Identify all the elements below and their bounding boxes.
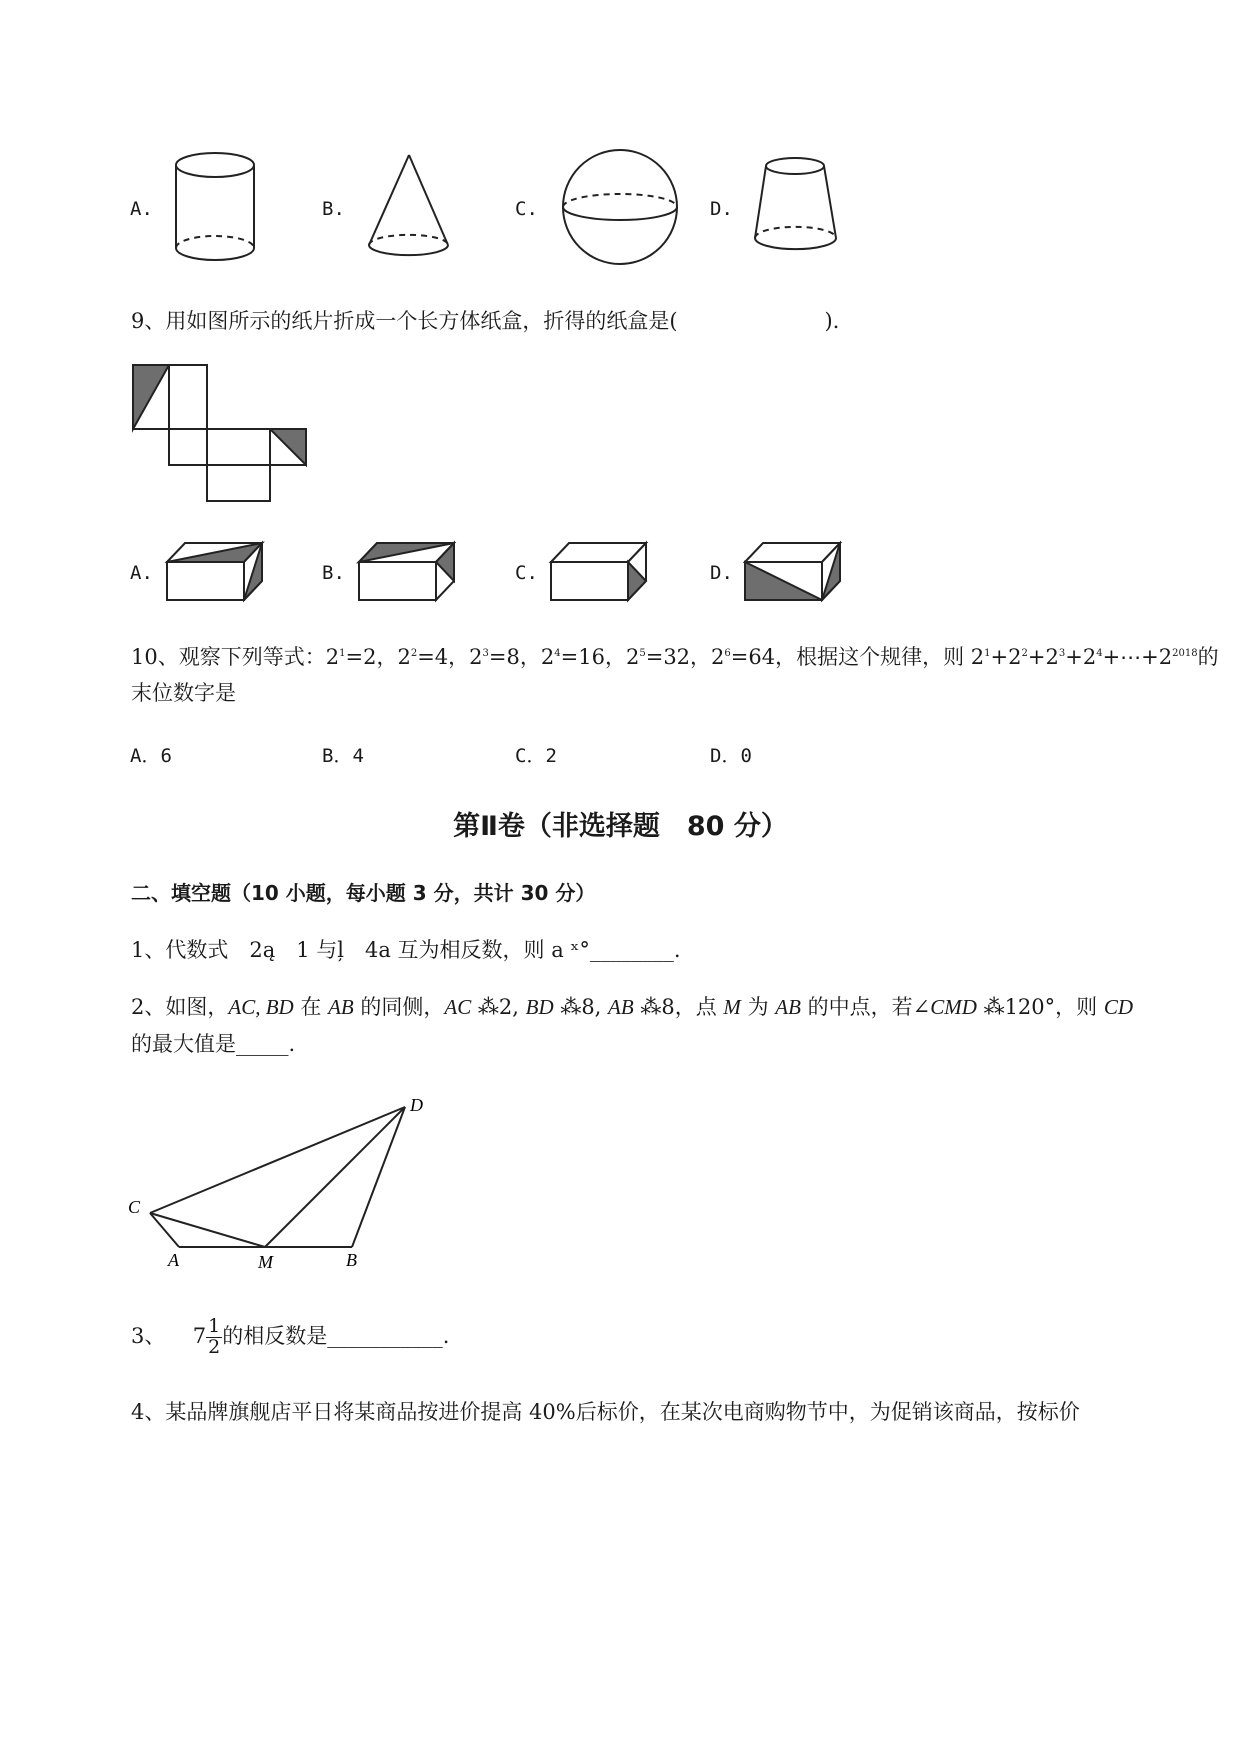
- q9-box-a-figure: [162, 538, 272, 608]
- q10-question-line1: 10、观察下列等式：$2^1=2$，$2^2=4$，$2^3=8$，$2^4=16$，$2^5=32$，$2^6=64$，根据这个规律，则 $2^1+2^2+2^3+2^4+\cdots+2^{2018}$的: [131, 645, 1219, 669]
- q9-question: 9、用如图所示的纸片折成一个长方体纸盒，折得的纸盒是( )．: [131, 309, 854, 333]
- q10-option-a: A．6: [130, 745, 172, 767]
- q10-option-d: D．0: [710, 745, 752, 767]
- frustum-figure: [748, 150, 848, 260]
- q9-box-c-figure: [546, 538, 656, 608]
- q8-option-a-label: A.: [130, 198, 153, 220]
- fill-q2-line1: 2、如图，AC, BD 在 AB 的同侧，AC ⁂2, BD ⁂8, AB ⁂8，点 M 为 AB 的中点，若∠CMD ⁂120°，则 CD: [131, 995, 1134, 1019]
- q10-mid: 根据这个规律，则 2: [796, 645, 985, 669]
- q10-power-6: $2^6=64$，: [711, 645, 797, 669]
- q10-question-line2: 末位数字是: [131, 681, 236, 705]
- q9-box-d-figure: [740, 538, 850, 608]
- q8-option-d-label: D.: [710, 198, 733, 220]
- part2-subtitle: 二、填空题（10 小题，每小题 3 分，共计 30 分）: [131, 881, 596, 905]
- fill-q4: 4、某品牌旗舰店平日将某商品按进价提高 40%后标价，在某次电商购物节中，为促销该商品，按标价: [131, 1400, 1080, 1424]
- fill-q3: 3、 7 $\frac{1}{2}$ 的相反数是___________.: [131, 1315, 450, 1358]
- fraction-one-half: $\frac{1}{2}$: [208, 1315, 221, 1358]
- q8-option-b-label: B.: [322, 198, 345, 220]
- q10-power-4: $2^4=16$，: [540, 645, 626, 669]
- point-d-label: D: [410, 1095, 423, 1115]
- q9-box-b-figure: [354, 538, 464, 608]
- q10-option-b: B．4: [322, 745, 364, 767]
- q10-power-3: $2^3=8$，: [469, 645, 541, 669]
- part2-title: 第Ⅱ卷（非选择题 80 分）: [453, 811, 788, 842]
- fill-q1: 1、代数式 2ą 1 与ļ 4a 互为相反数，则 a ˣ°________.: [131, 938, 681, 962]
- q9-option-b-label: B.: [322, 562, 345, 584]
- point-b-label: B: [346, 1250, 357, 1270]
- q10-power-1: $2^1=2$，: [325, 645, 398, 669]
- q10-power-5: $2^5=32$，: [625, 645, 712, 669]
- q9-option-d-label: D.: [710, 562, 733, 584]
- q2-triangle-figure: [120, 1085, 450, 1275]
- point-m-label: M: [258, 1252, 273, 1272]
- cone-figure: [360, 145, 460, 270]
- point-c-label: C: [128, 1197, 141, 1217]
- q9-option-c-label: C.: [515, 562, 538, 584]
- q8-option-c-label: C.: [515, 198, 538, 220]
- q9-net-figure: [130, 362, 310, 507]
- q10-prefix: 10、观察下列等式：: [131, 645, 326, 669]
- fill-q2-line2: 的最大值是_____.: [131, 1032, 296, 1056]
- q10-power-2: $2^2=4$，: [397, 645, 470, 669]
- q9-option-a-label: A.: [130, 562, 153, 584]
- point-a-label: A: [168, 1250, 179, 1270]
- sphere-figure: [556, 145, 686, 270]
- q10-option-c: C．2: [515, 745, 557, 767]
- cylinder-figure: [160, 140, 270, 275]
